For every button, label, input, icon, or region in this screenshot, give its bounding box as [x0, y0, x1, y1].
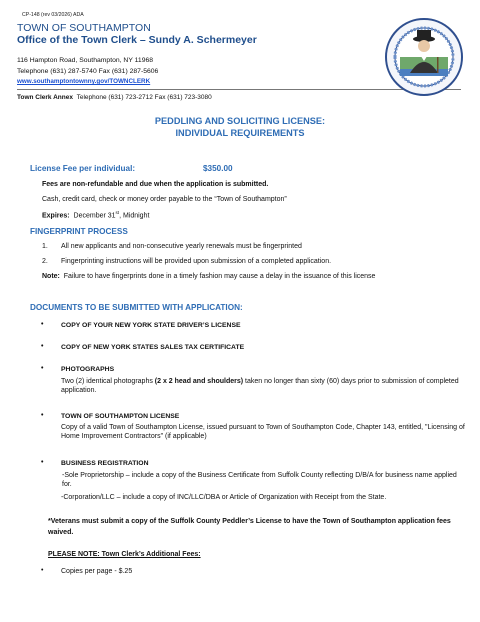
annex-contact: Telephone (631) 723-2712 Fax (631) 723-3080 — [76, 94, 212, 101]
bullet: • — [41, 321, 44, 328]
title-line-1: PEDDLING AND SOLICITING LICENSE: — [154, 116, 326, 126]
annex-line — [17, 94, 212, 103]
annex-label: Town Clerk Annex — [17, 94, 73, 101]
doc-sales-tax-certificate: COPY OF NEW YORK STATES SALES TAX CERTIFICATE — [61, 344, 245, 351]
photographs-pre: Two (2) identical photographs — [61, 378, 155, 385]
additional-fee-copies: Copies per page - $.25 — [61, 568, 133, 575]
office-name: Office of the Town Clerk – Sundy A. Schermeyer — [17, 34, 257, 46]
fee-payment: Cash, credit card, check or money order payable to the “Town of Southampton” — [42, 196, 287, 203]
bullet: • — [41, 459, 44, 466]
website-link[interactable]: www.southamptontownny.gov/TOWNCLERK — [17, 78, 151, 85]
fingerprint-num-2: 2. — [42, 258, 48, 265]
bullet: • — [41, 343, 44, 350]
additional-fees-heading: PLEASE NOTE: Town Clerk’s Additional Fees: — [48, 551, 201, 558]
note-text: Failure to have fingerprints done in a timely fashion may cause a delay in the issuance of this license — [63, 273, 376, 280]
expires-tail: , Midnight — [119, 212, 150, 220]
fingerprint-note — [42, 272, 462, 281]
telephone: Telephone (631) 287-5740 Fax (631) 287-5606 — [17, 68, 159, 75]
doc-business-registration-corp: -Corporation/LLC – include a copy of INC/LLC/DBA or Article of Organization with Receipt from the State. — [61, 494, 387, 501]
address: 116 Hampton Road, Southampton, NY 11968 — [17, 57, 154, 64]
bullet: • — [41, 365, 44, 372]
doc-drivers-license: COPY OF YOUR NEW YORK STATE DRIVER’S LICENSE — [61, 322, 241, 329]
expires-sup: st — [115, 210, 120, 215]
fee-value: $350.00 — [203, 164, 233, 173]
fee-label: License Fee per individual: — [30, 164, 136, 173]
doc-photographs-text — [61, 377, 465, 396]
doc-photographs-title: PHOTOGRAPHS — [61, 366, 115, 373]
veterans-note: *Veterans must submit a copy of the Suffolk County Peddler’s License to have the Town of Southampton application fees waived. — [48, 518, 451, 537]
doc-town-license-title: TOWN OF SOUTHAMPTON LICENSE — [61, 413, 180, 420]
fingerprint-heading: FINGERPRINT PROCESS — [30, 227, 128, 236]
documents-heading: DOCUMENTS TO BE SUBMITTED WITH APPLICATION: — [30, 303, 243, 312]
form-id: CP-148 (rev 03/2026) ADA — [22, 12, 84, 18]
expires-label: Expires: — [42, 212, 70, 220]
expires-value: December 31 — [73, 212, 116, 220]
fee-non-refundable: Fees are non-refundable and due when the application is submitted. — [42, 181, 269, 188]
fingerprint-item-2: Fingerprinting instructions will be provided upon submission of a completed application. — [61, 258, 332, 265]
bullet: • — [41, 567, 44, 574]
note-label: Note: — [42, 273, 60, 280]
fingerprint-num-1: 1. — [42, 243, 48, 250]
photographs-post: taken no longer than sixty (60) days prior to submission of completed application. — [61, 378, 459, 395]
fingerprint-item-1: All new applicants and non-consecutive yearly renewals must be fingerprinted — [61, 243, 302, 250]
town-name: TOWN OF SOUTHAMPTON — [17, 22, 151, 34]
bullet: • — [41, 412, 44, 419]
doc-business-registration-sole: -Sole Proprietorship – include a copy of the Business Certificate from Suffolk County reflecting D/B/A for business name applied for. — [62, 472, 457, 489]
doc-business-registration-title: BUSINESS REGISTRATION — [61, 460, 149, 467]
fee-expires — [42, 210, 462, 221]
photographs-bold: (2 x 2 head and shoulders) — [154, 378, 244, 385]
town-seal-icon — [384, 17, 464, 97]
doc-town-license-text: Copy of a valid Town of Southampton License, issued pursuant to Town of Southampton Code, Chapter 143, entitled, "Licensing of Home Improvement Contractors" (if applicable) — [61, 424, 465, 441]
title-line-2: INDIVIDUAL REQUIREMENTS — [175, 128, 305, 138]
